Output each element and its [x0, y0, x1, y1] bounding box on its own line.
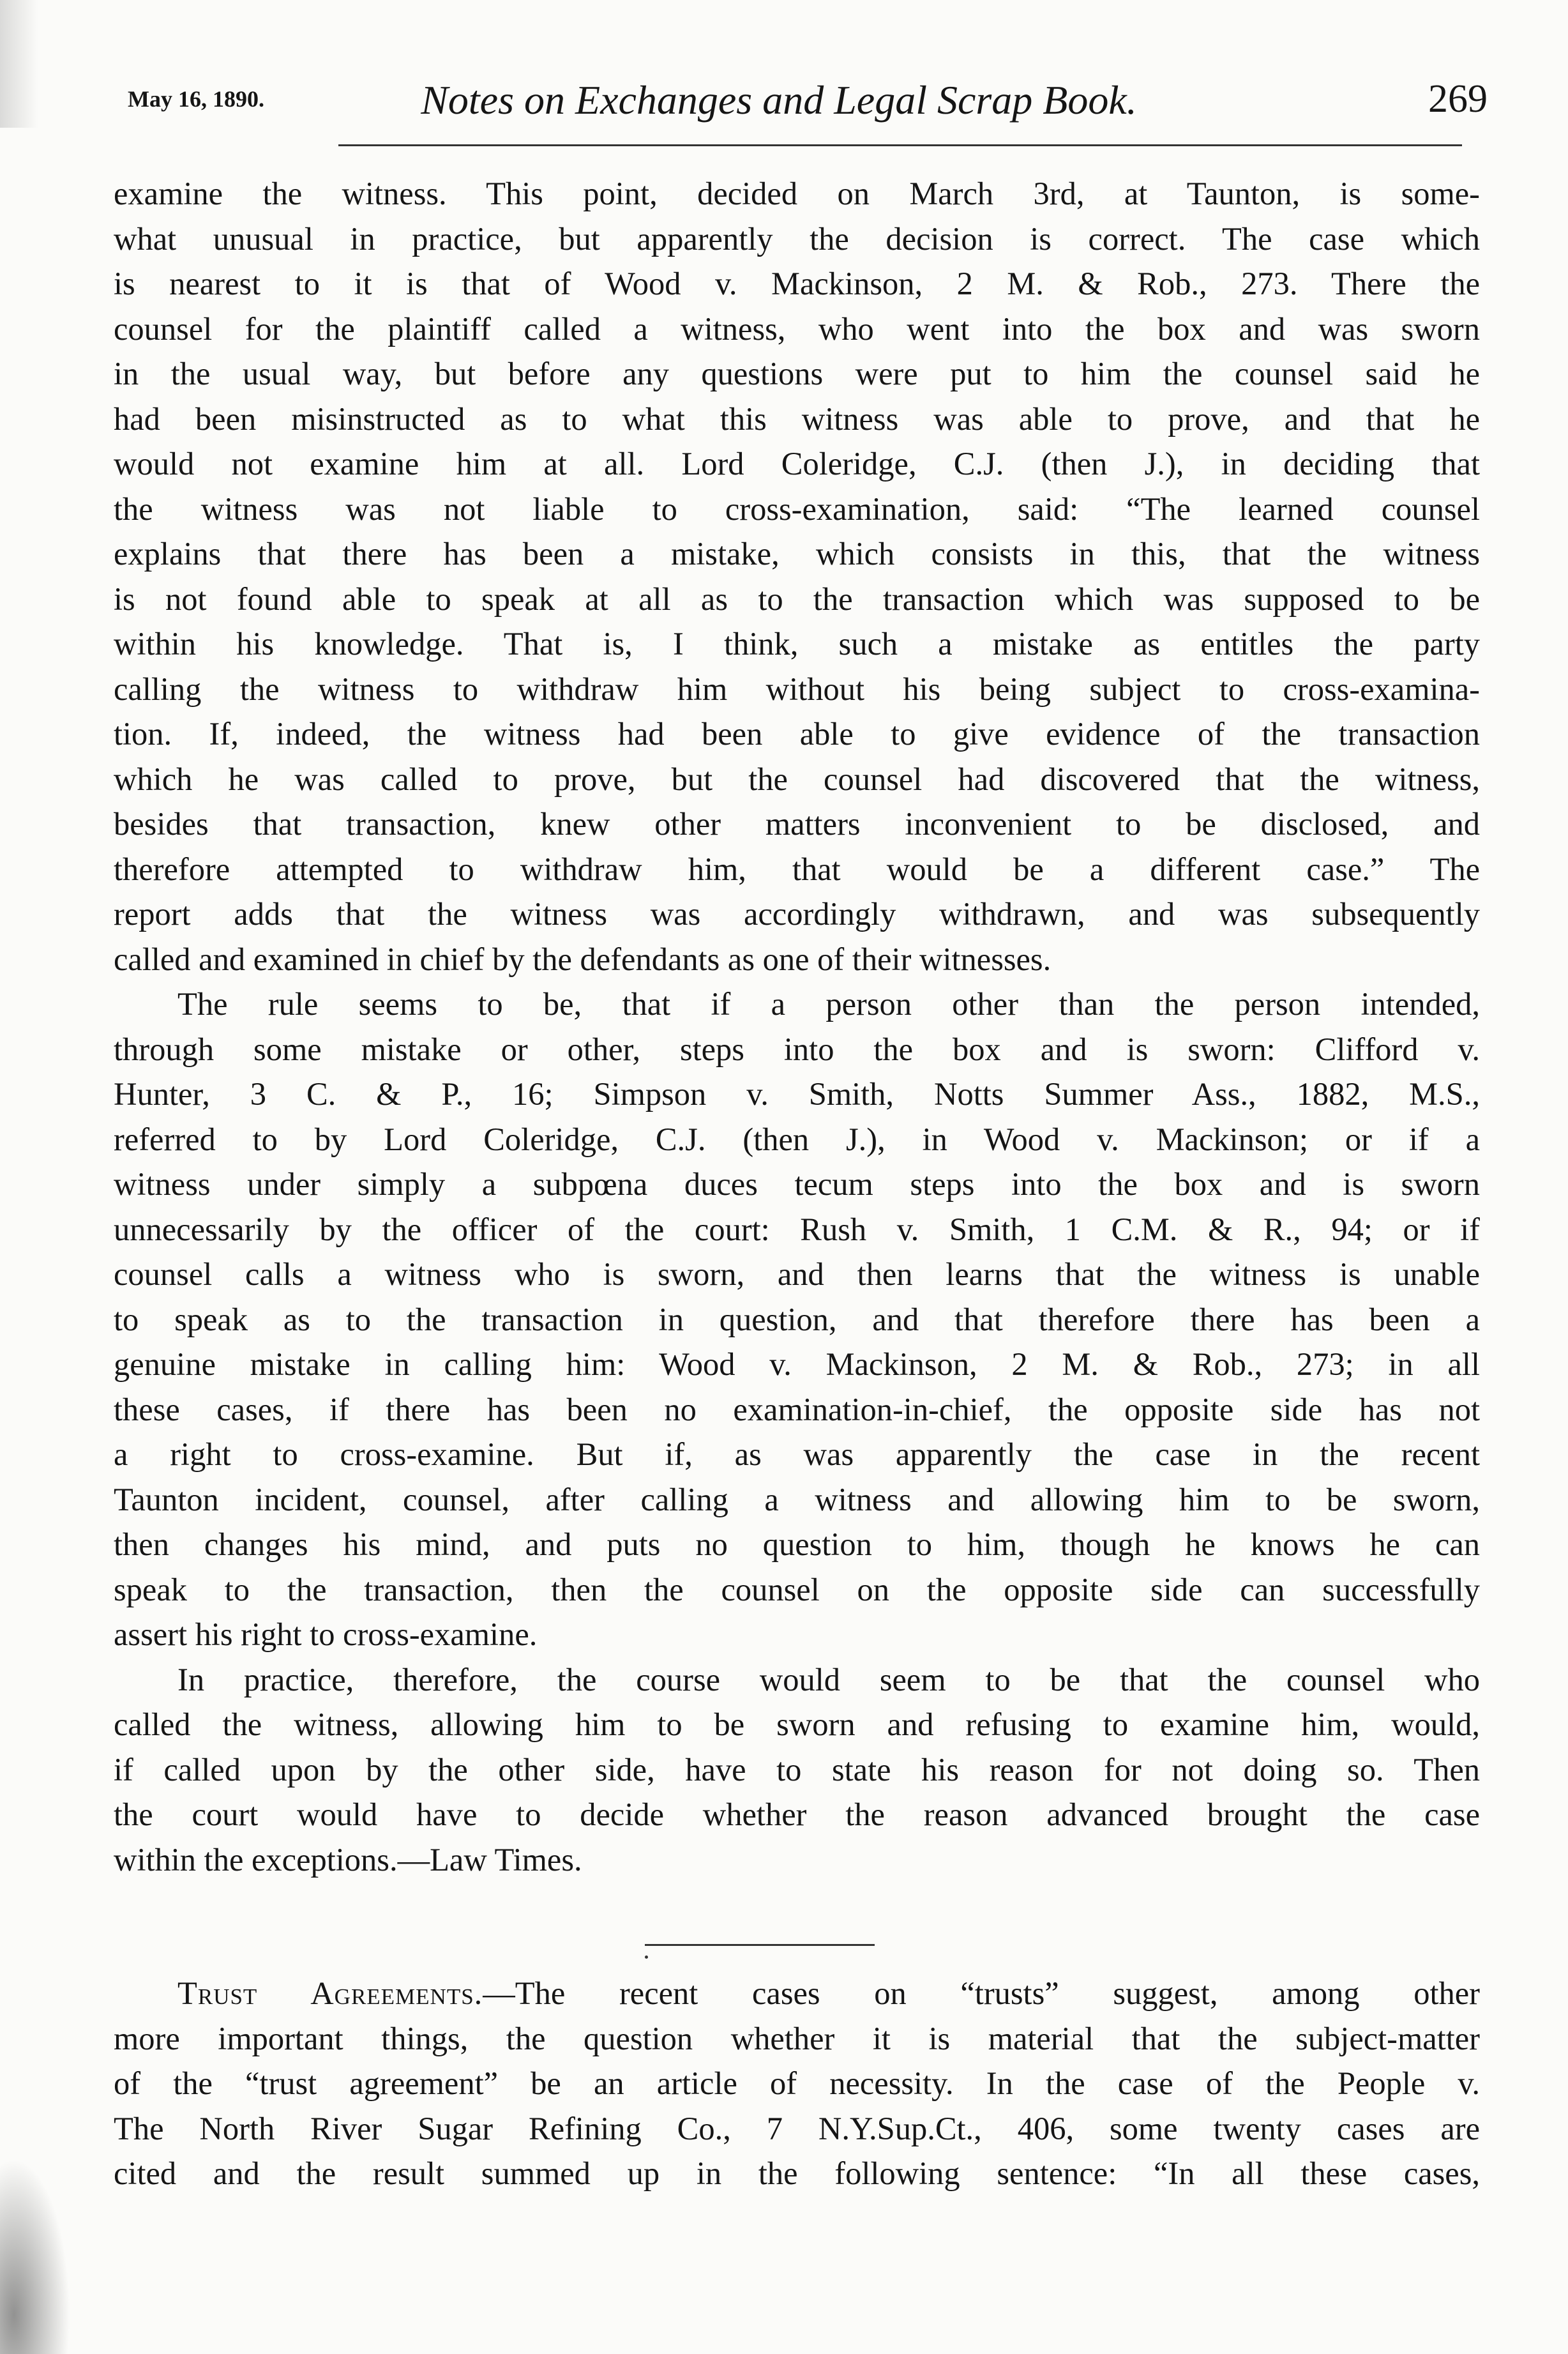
text-line: called and examined in chief by the defendants as one of their witnesses.: [114, 941, 1052, 977]
text-line: within his knowledge. That is, I think, such a mistake as entitles the party: [114, 626, 1480, 662]
text-line: genuine mistake in calling him: Wood v. Mackinson, 2 M. & Rob., 273; in all: [114, 1346, 1480, 1382]
text-line: assert his right to cross-examine.: [114, 1616, 538, 1652]
article-cross-examination: [114, 171, 1480, 1882]
text-line: what unusual in practice, but apparently the decision is correct. The case which: [114, 220, 1480, 257]
text-line: would not examine him at all. Lord Coleridge, C.J. (then J.), in deciding that: [114, 446, 1480, 482]
text-line: if called upon by the other side, have to state his reason for not doing so. Then: [114, 1751, 1480, 1788]
text-line: counsel for the plaintiff called a witness, who went into the box and was sworn: [114, 310, 1480, 347]
text-line: is not found able to speak at all as to the transaction which was supposed to be: [114, 581, 1480, 617]
text-line: —The recent cases on “trusts” suggest, among other: [483, 1975, 1480, 2011]
paragraph-3: [114, 1657, 1480, 1883]
text-line: The rule seems to be, that if a person other than the person intended,: [177, 986, 1480, 1022]
text-line: calling the witness to withdraw him without his being subject to cross-examina-: [114, 671, 1480, 707]
page-corner-stain: [0, 2159, 70, 2354]
article-heading: Trust Agreements.: [177, 1975, 483, 2011]
text-line: of the “trust agreement” be an article of necessity. In the case of the People v.: [114, 2065, 1480, 2101]
header-date: May 16, 1890.: [128, 86, 264, 112]
article-trust-agreements: [114, 1971, 1480, 2196]
text-line: cited and the result summed up in the following sentence: “In all these cases,: [114, 2155, 1480, 2191]
text-line: through some mistake or other, steps into the box and is sworn: Clifford v.: [114, 1031, 1480, 1067]
text-line: The North River Sugar Refining Co., 7 N.Y.Sup.Ct., 406, some twenty cases are: [114, 2110, 1480, 2146]
text-line: is nearest to it is that of Wood v. Mackinson, 2 M. & Rob., 273. There the: [114, 266, 1480, 301]
text-line: which he was called to prove, but the counsel had discovered that the witness,: [114, 761, 1480, 797]
text-line: witness under simply a subpœna duces tecum steps into the box and is sworn: [114, 1166, 1480, 1202]
text-line: explains that there has been a mistake, which consists in this, that the witness: [114, 536, 1480, 572]
text-line: a right to cross-examine. But if, as was apparently the case in the recent: [114, 1436, 1480, 1472]
text-line-with-heading: [114, 1971, 1480, 2016]
text-line: therefore attempted to withdraw him, that would be a different case.” The: [114, 851, 1480, 887]
text-line: these cases, if there has been no examination-in-chief, the opposite side has not: [114, 1391, 1480, 1427]
text-line: called the witness, allowing him to be sworn and refusing to examine him, would,: [114, 1706, 1480, 1742]
header-rule: [338, 144, 1462, 146]
page-number: 269: [1428, 77, 1488, 121]
separator-dot: [645, 1955, 648, 1959]
paragraph-1: [114, 171, 1480, 982]
text-line: the witness was not liable to cross-examination, said: “The learned counsel: [114, 490, 1480, 527]
text-line: In practice, therefore, the course would seem to be that the counsel who: [177, 1661, 1480, 1697]
text-line: in the usual way, but before any questions were put to him the counsel said he: [114, 356, 1480, 391]
text-line: then changes his mind, and puts no question to him, though he knows he can: [114, 1526, 1480, 1562]
text-line: unnecessarily by the officer of the court: Rush v. Smith, 1 C.M. & R., 94; or if: [114, 1211, 1480, 1247]
text-line: more important things, the question whether it is material that the subject-matter: [114, 2020, 1480, 2056]
section-separator: [645, 1944, 875, 1946]
paragraph-2: [114, 982, 1480, 1657]
text-line: tion. If, indeed, the witness had been able to give evidence of the transaction: [114, 716, 1480, 752]
page-edge-shadow: [0, 0, 38, 128]
text-line: Taunton incident, counsel, after calling a witness and allowing him to be sworn,: [114, 1481, 1480, 1517]
text-line: besides that transaction, knew other matters inconvenient to be disclosed, and: [114, 806, 1480, 842]
text-line: within the exceptions.—Law Times.: [114, 1841, 582, 1878]
text-line: counsel calls a witness who is sworn, and then learns that the witness is unable: [114, 1256, 1480, 1292]
text-line: Hunter, 3 C. & P., 16; Simpson v. Smith, Notts Summer Ass., 1882, M.S.,: [114, 1076, 1480, 1112]
text-line: to speak as to the transaction in question, and that therefore there has been a: [114, 1301, 1480, 1337]
text-line: referred to by Lord Coleridge, C.J. (then J.), in Wood v. Mackinson; or if a: [114, 1121, 1480, 1157]
text-line: the court would have to decide whether the reason advanced brought the case: [114, 1796, 1480, 1832]
text-line: examine the witness. This point, decided on March 3rd, at Taunton, is some-: [114, 176, 1480, 211]
text-line: report adds that the witness was accordingly withdrawn, and was subsequently: [114, 896, 1480, 932]
header-title: Notes on Exchanges and Legal Scrap Book.: [421, 77, 1137, 123]
text-line: speak to the transaction, then the counsel on the opposite side can successfully: [114, 1571, 1480, 1607]
running-header: [121, 77, 1494, 140]
text-line: had been misinstructed as to what this witness was able to prove, and that he: [114, 400, 1480, 437]
